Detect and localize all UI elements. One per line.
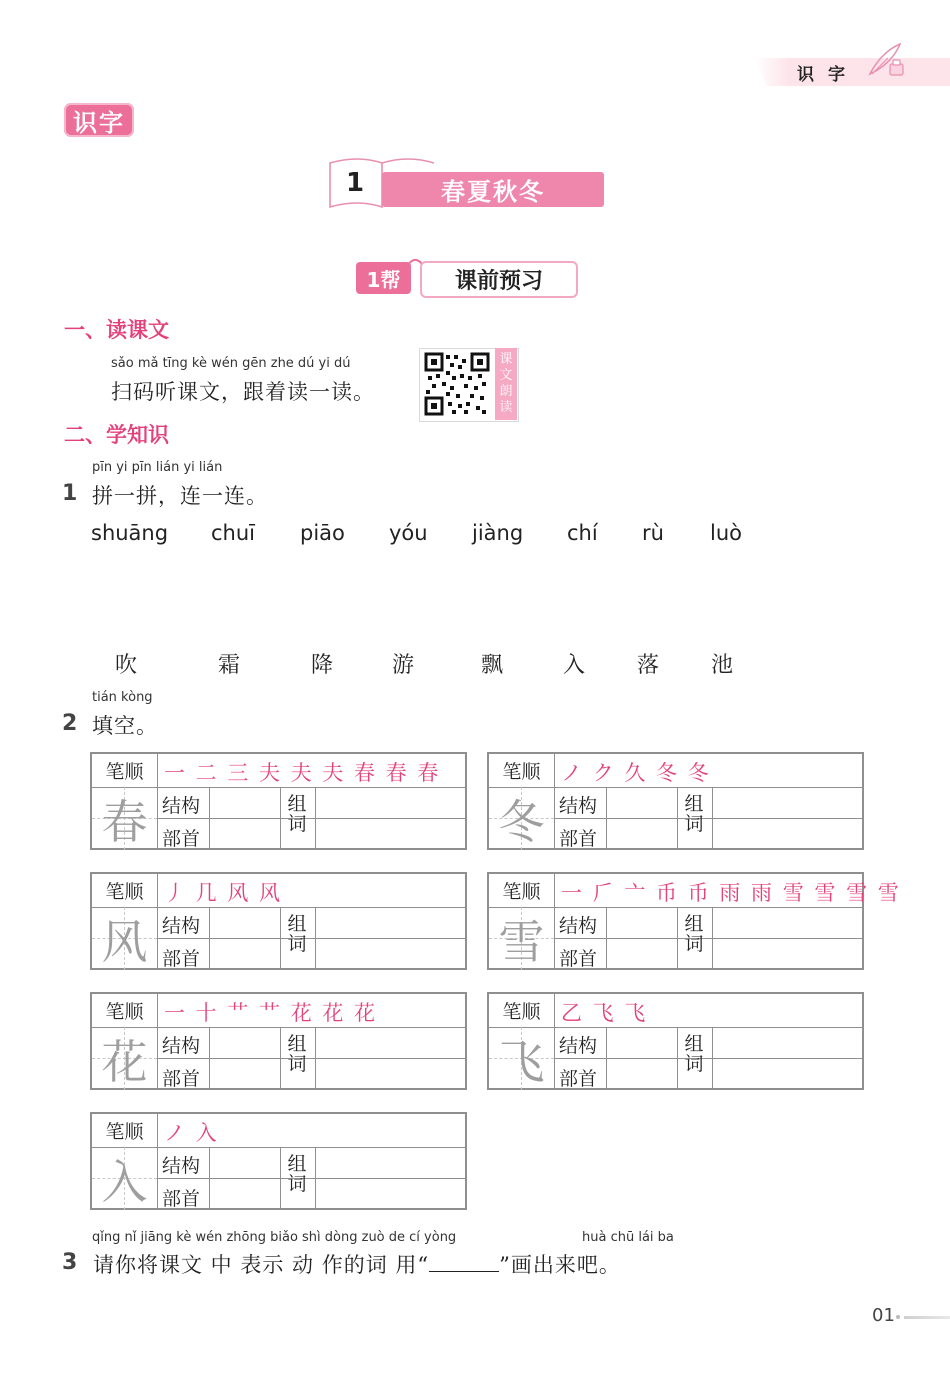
q1-text: 拼一拼，连一连。	[92, 484, 268, 508]
practice-char: 飞	[498, 1034, 545, 1089]
radical-label: 部首	[162, 1068, 201, 1090]
qr-code-icon[interactable]	[424, 352, 490, 416]
words-label: 组词	[287, 793, 307, 835]
words-label: 组词	[684, 793, 704, 835]
stroke-sequence: 一 𠂆 亠 币 币 雨 雨 雪 雪 雪 雪	[561, 881, 901, 905]
practice-char: 入	[101, 1154, 148, 1209]
stroke-sequence: 乙 飞 飞	[561, 1001, 648, 1025]
stroke-order-label: 笔顺	[92, 994, 158, 1027]
q1-pinyin: pīn yi pīn lián yi lián	[92, 460, 223, 475]
stroke-order-label: 笔顺	[92, 754, 158, 787]
radical-label: 部首	[162, 948, 201, 970]
practice-char: 雪	[498, 914, 545, 969]
stroke-order-label: 笔顺	[92, 1114, 158, 1147]
char-option[interactable]: 游	[392, 653, 415, 678]
help-title: 课前预习	[420, 261, 578, 298]
char-option[interactable]: 落	[637, 653, 660, 678]
structure-label: 结构	[162, 795, 201, 817]
pinyin-option[interactable]: shuāng	[91, 521, 169, 545]
q1-number: 1	[62, 481, 78, 506]
q2-pinyin: tián kòng	[92, 690, 153, 705]
structure-label: 结构	[162, 1035, 201, 1057]
pinyin-option[interactable]: rù	[642, 521, 664, 545]
q3-text-b: ”画出来吧。	[499, 1253, 621, 1277]
pinyin-option[interactable]: chuī	[211, 521, 255, 545]
q1-char-row	[0, 648, 950, 678]
stroke-card	[90, 872, 467, 970]
q2-number: 2	[62, 711, 78, 736]
structure-label: 结构	[162, 1155, 201, 1177]
part1-heading: 一、读课文	[64, 318, 169, 342]
qr-label: 课文朗读	[495, 348, 517, 420]
radical-label: 部首	[559, 1068, 598, 1090]
words-label: 组词	[287, 913, 307, 955]
stroke-card	[487, 992, 864, 1090]
q3-pinyin-a: qǐng nǐ jiāng kè wén zhōng biǎo shì dòng zuò de cí yòng	[92, 1230, 457, 1245]
stroke-sequence: ノ ク 久 冬 冬	[561, 761, 711, 785]
q3-number: 3	[62, 1250, 78, 1275]
char-option[interactable]: 吹	[115, 653, 138, 678]
q3-pinyin-b: huà chū lái ba	[582, 1230, 674, 1245]
help-badge: 1帮	[356, 262, 411, 294]
char-option[interactable]: 降	[311, 653, 334, 678]
part2-heading: 二、学知识	[64, 423, 169, 447]
char-option[interactable]: 飘	[481, 653, 504, 678]
pinyin-option[interactable]: jiàng	[472, 521, 524, 545]
char-option[interactable]: 霜	[218, 653, 241, 678]
feather-ink-icon	[866, 40, 908, 80]
practice-char: 风	[101, 914, 148, 969]
part1-text: 扫码听课文，跟着读一读。	[111, 380, 375, 404]
lesson-number: 1	[346, 168, 365, 198]
stroke-card	[487, 752, 864, 850]
page-rule	[904, 1316, 950, 1319]
q1-pinyin-row	[0, 521, 950, 551]
pinyin-option[interactable]: yóu	[389, 521, 428, 545]
part1-pinyin: sǎo mǎ tīng kè wén gēn zhe dú yi dú	[111, 356, 351, 371]
pinyin-option[interactable]: chí	[567, 521, 598, 545]
section-badge: 识字	[64, 103, 134, 137]
stroke-order-label: 笔顺	[92, 874, 158, 907]
practice-char: 冬	[498, 794, 545, 849]
practice-char: 春	[101, 794, 148, 849]
q2-text: 填空。	[92, 714, 158, 738]
structure-label: 结构	[559, 1035, 598, 1057]
stroke-sequence: 一 十 艹 艹 花 花 花	[164, 1001, 378, 1025]
lesson-title: 春夏秋冬	[382, 172, 604, 207]
stroke-order-label: 笔顺	[489, 994, 555, 1027]
header-label: 识字	[797, 65, 859, 85]
stroke-sequence: 丿 几 风 风	[164, 881, 283, 905]
structure-label: 结构	[559, 795, 598, 817]
practice-char: 花	[101, 1034, 148, 1089]
char-option[interactable]: 池	[711, 653, 734, 678]
stroke-order-label: 笔顺	[489, 754, 555, 787]
q3-text-a: 请你将课文 中 表示 动 作的词 用“	[93, 1253, 430, 1277]
q3-text	[93, 1249, 621, 1279]
stroke-card	[90, 992, 467, 1090]
words-label: 组词	[684, 913, 704, 955]
page-number: 01	[872, 1305, 895, 1326]
answer-blank[interactable]	[429, 1253, 499, 1272]
words-label: 组词	[287, 1033, 307, 1075]
pinyin-option[interactable]: piāo	[300, 521, 345, 545]
words-label: 组词	[684, 1033, 704, 1075]
stroke-card	[487, 872, 901, 970]
radical-label: 部首	[162, 828, 201, 850]
stroke-sequence: ノ 入	[164, 1121, 219, 1145]
radical-label: 部首	[162, 1188, 201, 1210]
structure-label: 结构	[559, 915, 598, 937]
char-option[interactable]: 入	[563, 653, 586, 678]
words-label: 组词	[287, 1153, 307, 1195]
stroke-card	[90, 1112, 467, 1210]
pinyin-option[interactable]: luò	[710, 521, 742, 545]
stroke-card	[90, 752, 467, 850]
page-dot	[896, 1315, 900, 1319]
radical-label: 部首	[559, 948, 598, 970]
stroke-order-label: 笔顺	[489, 874, 555, 907]
stroke-sequence: 一 二 三 夫 夫 夫 春 春 春	[164, 761, 441, 785]
structure-label: 结构	[162, 915, 201, 937]
radical-label: 部首	[559, 828, 598, 850]
